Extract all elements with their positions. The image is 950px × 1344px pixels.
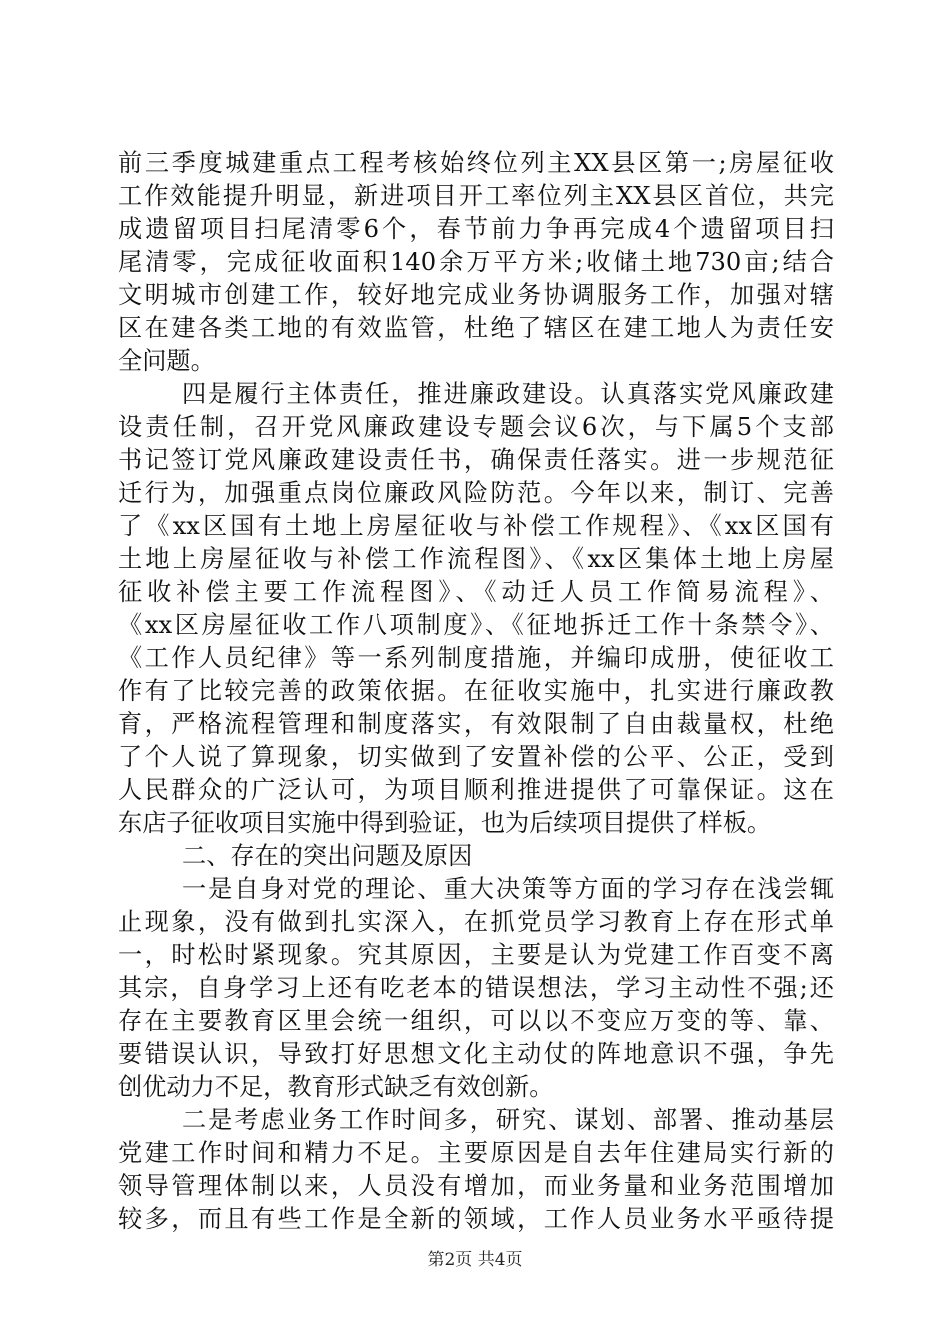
text-line: 尾清零，完成征收面积140余万平方米;收储土地730亩;结合 — [118, 248, 834, 276]
section-heading: 二、存在的突出问题及原因 — [182, 842, 473, 870]
text-line: 止现象，没有做到扎实深入，在抓党员学习教育上存在形式单 — [118, 908, 834, 936]
text-line: 其宗，自身学习上还有吃老本的错误想法，学习主动性不强;还 — [118, 974, 834, 1002]
text-line: 书记签订党风廉政建设责任书，确保责任落实。进一步规范征 — [118, 446, 834, 474]
text-line: 东店子征收项目实施中得到验证，也为后续项目提供了样板。 — [118, 809, 772, 837]
text-line: 区在建各类工地的有效监管，杜绝了辖区在建工地人为责任安 — [118, 314, 834, 342]
text-line: 存在主要教育区里会统一组织，可以以不变应万变的等、靠、 — [118, 1007, 834, 1035]
text-line: 全问题。 — [118, 347, 215, 375]
text-line: 创优动力不足，教育形式缺乏有效创新。 — [118, 1073, 554, 1101]
text-line: 要错误认识，导致打好思想文化主动仗的阵地意识不强，争先 — [118, 1040, 834, 1068]
text-line: 作有了比较完善的政策依据。在征收实施中，扎实进行廉政教 — [118, 677, 834, 705]
text-line: 育，严格流程管理和制度落实，有效限制了自由裁量权，杜绝 — [118, 710, 834, 738]
text-line: 较多，而且有些工作是全新的领域，工作人员业务水平亟待提 — [118, 1205, 834, 1233]
text-line: 成遗留项目扫尾清零6个，春节前力争再完成4个遗留项目扫 — [118, 215, 834, 243]
text-line: 了个人说了算现象，切实做到了安置补偿的公平、公正，受到 — [118, 743, 834, 771]
text-line: 《工作人员纪律》等一系列制度措施，并编印成册，使征收工 — [118, 644, 834, 672]
paragraph-first-line: 四是履行主体责任，推进廉政建设。认真落实党风廉政建 — [182, 380, 834, 408]
text-line: 文明城市创建工作，较好地完成业务协调服务工作，加强对辖 — [118, 281, 834, 309]
text-line: 征收补偿主要工作流程图》、《动迁人员工作简易流程》、 — [118, 578, 834, 606]
text-line: 迁行为，加强重点岗位廉政风险防范。今年以来，制订、完善 — [118, 479, 834, 507]
text-line: 前三季度城建重点工程考核始终位列主XX县区第一;房屋征收 — [118, 149, 834, 177]
paragraph-first-line: 二是考虑业务工作时间多，研究、谋划、部署、推动基层 — [182, 1106, 834, 1134]
text-line: 设责任制，召开党风廉政建设专题会议6次，与下属5个支部 — [118, 413, 834, 441]
document-body — [118, 147, 834, 1236]
text-line: 《xx区房屋征收工作八项制度》、《征地拆迁工作十条禁令》、 — [118, 611, 834, 639]
page-footer: 第2页 共4页 — [427, 1250, 523, 1270]
text-line: 党建工作时间和精力不足。主要原因是自去年住建局实行新的 — [118, 1139, 834, 1167]
text-line: 领导管理体制以来，人员没有增加，而业务量和业务范围增加 — [118, 1172, 834, 1200]
text-line: 一，时松时紧现象。究其原因，主要是认为党建工作百变不离 — [118, 941, 834, 969]
text-line: 土地上房屋征收与补偿工作流程图》、《xx区集体土地上房屋 — [118, 545, 834, 573]
text-line: 人民群众的广泛认可，为项目顺利推进提供了可靠保证。这在 — [118, 776, 834, 804]
text-line: 工作效能提升明显，新进项目开工率位列主XX县区首位，共完 — [118, 182, 834, 210]
paragraph-first-line: 一是自身对党的理论、重大决策等方面的学习存在浅尝辄 — [182, 875, 834, 903]
text-line: 了《xx区国有土地上房屋征收与补偿工作规程》、《xx区国有 — [118, 512, 834, 540]
